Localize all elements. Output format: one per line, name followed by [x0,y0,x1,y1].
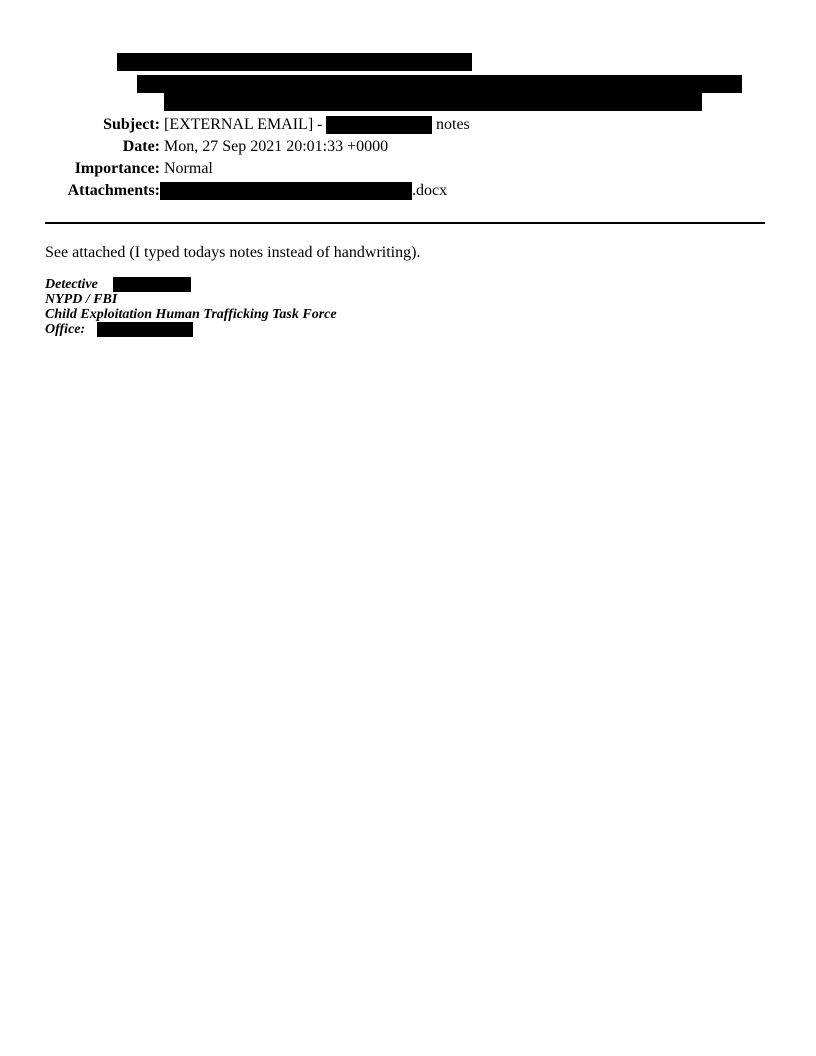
date-value: Mon, 27 Sep 2021 20:01:33 +0000 [164,138,389,155]
redacted-subject-name [326,116,432,134]
redacted-office-phone [97,322,193,337]
date-label: Date: [122,138,160,155]
redacted-detective-name [113,277,191,292]
redacted-cc-line [164,93,702,111]
signature-office-line [45,322,85,337]
importance-label: Importance: [74,160,160,177]
subject-row [0,115,816,135]
importance-value: Normal [164,160,213,177]
subject-prefix: [EXTERNAL EMAIL] - [164,116,323,133]
subject-label: Subject: [103,116,160,133]
redacted-to-line [137,75,742,93]
signature-title: Detective [45,277,98,292]
header-divider [45,222,765,224]
signature-unit: Child Exploitation Human Trafficking Task Force [45,307,337,322]
message-body: See attached (I typed todays notes instead of handwriting). [45,244,421,261]
office-label: Office: [45,322,86,337]
redacted-from-line [117,53,472,71]
signature-title-line [45,277,98,292]
attachment-extension: .docx [412,182,448,199]
subject-suffix: notes [436,116,470,133]
redacted-attachment-name [160,182,412,200]
attachments-row [0,181,816,201]
signature-agency: NYPD / FBI [45,292,118,307]
importance-row [0,159,816,179]
date-row [0,137,816,157]
attachments-label: Attachments: [67,182,160,199]
